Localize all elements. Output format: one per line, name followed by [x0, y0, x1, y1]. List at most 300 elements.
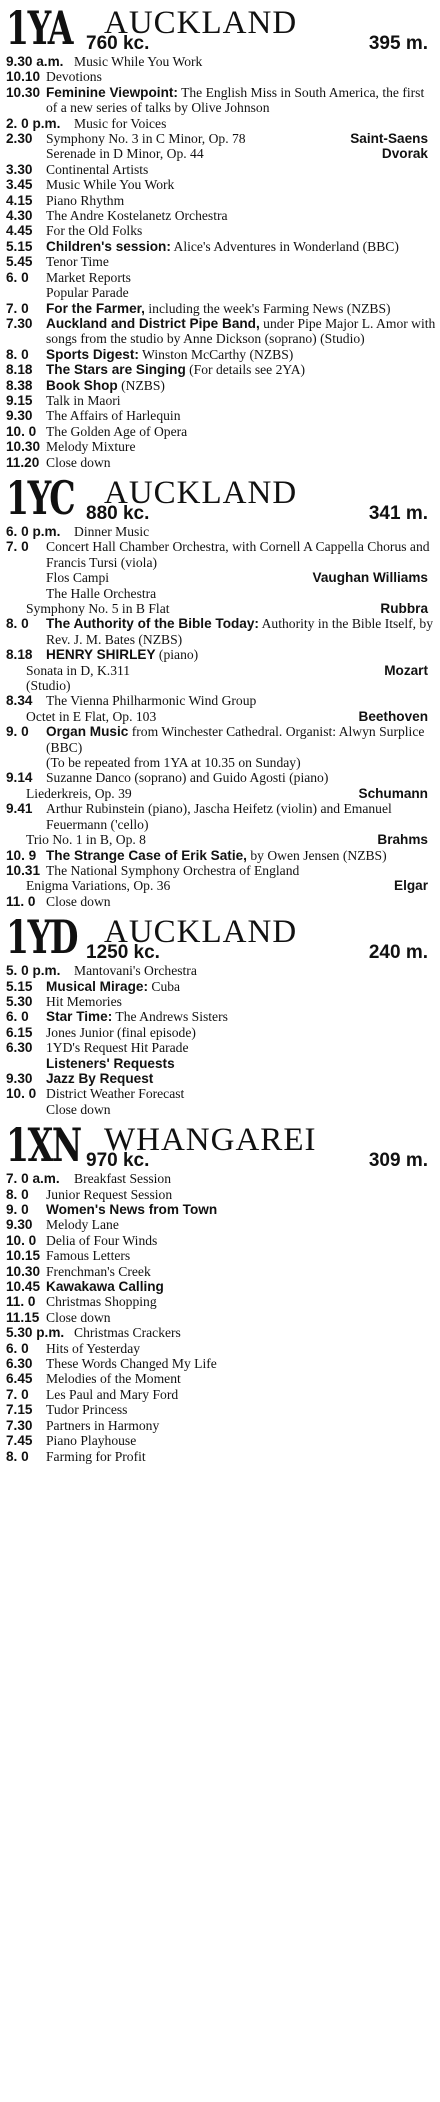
programme-description: The Andrews Sisters: [112, 1009, 228, 1025]
programme-highlight: Listeners' Requests: [46, 1055, 175, 1071]
station-header: [6, 1, 436, 55]
programme-highlight: Organ Music: [46, 724, 129, 740]
programme-description: Serenade in D Minor, Op. 44: [46, 146, 204, 162]
programme-text: [46, 539, 436, 570]
station-call-sign: 1YD: [6, 910, 78, 965]
programme-description: Popular Parade: [46, 285, 129, 301]
programme-time: 11. 0: [6, 893, 36, 909]
programme-item: [6, 1009, 436, 1024]
programme-text: [46, 848, 436, 863]
programme-time: 11.20: [6, 454, 40, 470]
programme-description: Close down: [46, 1101, 111, 1117]
programme-description: Frenchman's Creek: [46, 1263, 151, 1279]
programme-item: [6, 362, 436, 377]
programme-time: 7. 0 a.m.: [6, 1171, 60, 1187]
programme-time: 10.10: [6, 69, 41, 85]
programme-text: [46, 54, 436, 69]
programme-time: 6.30: [6, 1040, 33, 1056]
programme-time: 6.45: [6, 1371, 33, 1387]
programme-description: Mantovani's Orchestra: [74, 963, 197, 979]
programme-text: [46, 1056, 436, 1071]
programme-text: [46, 146, 436, 161]
programme-text: [46, 116, 436, 131]
programme-description: (To be repeated from 1YA at 10.35 on Sunday): [46, 755, 301, 771]
programme-text: [46, 1325, 436, 1340]
programme-item: [6, 85, 436, 116]
programme-text: [46, 1040, 436, 1055]
programme-time: 9.30: [6, 1217, 33, 1233]
programme-description: Christmas Crackers: [74, 1325, 181, 1341]
programme-highlight: Musical Mirage:: [46, 978, 148, 994]
programme-item: [6, 316, 436, 347]
programme-text: [46, 285, 436, 300]
programme-text: [46, 994, 436, 1009]
programme-item: [6, 693, 436, 708]
programme-item: [6, 177, 436, 192]
programme-time: 9. 0: [6, 1202, 29, 1217]
programme-time: 7.45: [6, 1433, 33, 1449]
programme-item: [6, 709, 436, 724]
programme-time: 11. 0: [6, 1294, 36, 1310]
programme-text: [46, 1202, 436, 1217]
programme-item: [6, 223, 436, 238]
programme-description: Farming for Profit: [46, 1448, 146, 1464]
programme-highlight: Women's News from Town: [46, 1202, 218, 1217]
programme-description: Symphony No. 5 in B Flat: [26, 601, 170, 616]
programme-item: [6, 1248, 436, 1263]
programme-description: Jones Junior (final episode): [46, 1024, 196, 1040]
programme-time: 10.45: [6, 1279, 41, 1295]
programme-description: Cuba: [147, 978, 181, 994]
programme-description: Music While You Work: [46, 177, 175, 193]
programme-description: Christmas Shopping: [46, 1294, 157, 1310]
programme-description: Tudor Princess: [46, 1402, 128, 1418]
programme-description: The Halle Orchestra: [46, 585, 157, 601]
programme-text: [46, 570, 436, 585]
programme-time: 5.30: [6, 993, 33, 1009]
programme-text: [26, 832, 436, 847]
programme-description: Authority in the Bible Itself, by Rev. J. M. Bates (NZBS): [46, 616, 434, 647]
programme-time: 6. 0: [6, 1340, 29, 1356]
programme-description: Hits of Yesterday: [46, 1340, 141, 1356]
programme-highlight: Children's session:: [46, 238, 171, 254]
programme-highlight: Star Time:: [46, 1009, 113, 1025]
programme-item: [6, 601, 436, 616]
station-block: [6, 470, 436, 909]
programme-description: Hit Memories: [46, 993, 122, 1009]
programme-text: [26, 663, 436, 678]
station-block: [6, 1118, 436, 1464]
programme-description: Market Reports: [46, 269, 131, 285]
programme-description: District Weather Forecast: [46, 1086, 185, 1102]
programme-description: Piano Rhythm: [46, 192, 125, 208]
programme-time: 6. 0 p.m.: [6, 523, 61, 539]
programme-time: 10. 0: [6, 1086, 37, 1102]
programme-description: Alice's Adventures in Wonderland (BBC): [170, 238, 399, 254]
programme-description: Tenor Time: [46, 254, 109, 270]
station-city: AUCKLAND: [104, 5, 298, 41]
station-frequency: 970 kc.: [86, 1150, 150, 1172]
programme-item: [6, 586, 436, 601]
programme-item: [6, 208, 436, 223]
programme-item: [6, 439, 436, 454]
programme-description: The Vienna Philharmonic Wind Group: [46, 693, 257, 709]
programme-text: [46, 1418, 436, 1433]
programme-description: Winston McCarthy (NZBS): [138, 346, 294, 362]
programme-text: [46, 894, 436, 909]
programme-text: [46, 1294, 436, 1309]
programme-item: [6, 378, 436, 393]
programme-item: [6, 963, 436, 978]
programme-text: [46, 378, 436, 393]
programme-composer: Brahms: [377, 832, 428, 848]
programme-item: [6, 1056, 436, 1071]
programme-time: 4.45: [6, 223, 33, 239]
programme-description: Dinner Music: [74, 523, 150, 539]
programme-time: 8. 0: [6, 1448, 29, 1464]
programme-description: Liederkreis, Op. 39: [26, 785, 132, 801]
programme-text: [46, 208, 436, 223]
programme-text: [46, 455, 436, 470]
programme-text: [46, 177, 436, 192]
programme-text: [46, 693, 436, 708]
programme-item: [6, 678, 436, 693]
programme-time: 7. 0: [6, 1386, 29, 1402]
programme-description: including the week's Farming News (NZBS): [144, 300, 391, 316]
programme-time: 9.15: [6, 392, 33, 408]
programme-composer: Mozart: [384, 662, 428, 678]
programme-item: [6, 1025, 436, 1040]
programme-text: [46, 755, 436, 770]
programme-description: (Studio): [26, 678, 71, 694]
programme-item: [6, 239, 436, 254]
programme-highlight: The Strange Case of Erik Satie,: [46, 847, 247, 863]
programme-text: [46, 223, 436, 238]
programme-item: [6, 894, 436, 909]
programme-description: Devotions: [46, 69, 102, 85]
programme-time: 7.15: [6, 1402, 33, 1418]
programme-description: Close down: [46, 893, 111, 909]
programme-time: 7.30: [6, 1417, 33, 1433]
programme-item: [6, 1102, 436, 1117]
programme-text: [46, 393, 436, 408]
programme-time: 10.30: [6, 1263, 41, 1279]
programme-item: [6, 539, 436, 570]
station-block: [6, 1, 436, 470]
programme-text: [46, 408, 436, 423]
programme-description: Breakfast Session: [74, 1171, 172, 1187]
station-frequency: 880 kc.: [86, 502, 150, 524]
programme-description: For the Old Folks: [46, 223, 143, 239]
programme-text: [46, 424, 436, 439]
programme-description: The National Symphony Orchestra of England: [46, 862, 300, 878]
programme-text: [46, 1071, 436, 1086]
programme-item: [6, 770, 436, 785]
programme-text: [46, 85, 436, 116]
programme-time: 2. 0 p.m.: [6, 115, 61, 131]
programme-highlight: For the Farmer,: [46, 300, 145, 316]
programme-time: 9.41: [6, 801, 33, 817]
programme-text: [46, 1025, 436, 1040]
programme-text: [26, 878, 436, 893]
programme-text: [46, 616, 436, 647]
programme-time: 7. 0: [6, 300, 29, 316]
programme-text: [46, 1217, 436, 1232]
programme-time: 5.30 p.m.: [6, 1325, 65, 1341]
programme-item: [6, 1371, 436, 1386]
programme-description: Famous Letters: [46, 1248, 131, 1264]
programme-description: Sonata in D, K.311: [26, 662, 131, 678]
programme-item: [6, 116, 436, 131]
programme-time: 10. 0: [6, 423, 37, 439]
programme-description: Piano Playhouse: [46, 1433, 137, 1449]
programme-description: Melodies of the Moment: [46, 1371, 181, 1387]
programme-time: 7. 0: [6, 539, 29, 555]
programme-description: Junior Request Session: [46, 1186, 173, 1202]
station-call-sign: 1XN: [6, 1118, 81, 1173]
programme-highlight: Jazz By Request: [46, 1070, 154, 1086]
programme-time: 6. 0: [6, 269, 29, 285]
programme-text: [46, 69, 436, 84]
programme-text: [46, 439, 436, 454]
programme-text: [26, 601, 436, 616]
programme-item: [6, 1356, 436, 1371]
station-city: AUCKLAND: [104, 474, 298, 511]
programme-item: [6, 616, 436, 647]
station-city: WHANGAREI: [104, 1122, 317, 1159]
programme-highlight: HENRY SHIRLEY: [46, 647, 156, 663]
programme-text: [46, 254, 436, 269]
programme-item: [6, 270, 436, 285]
programme-text: [46, 801, 436, 832]
programme-item: [6, 848, 436, 863]
station-wavelength: 395 m.: [368, 33, 428, 54]
programme-text: [46, 1187, 436, 1202]
programme-description: Arthur Rubinstein (piano), Jascha Heifetz (violin) and Emanuel Feuermann ('cello): [46, 801, 392, 832]
programme-item: [6, 146, 436, 161]
programme-time: 8. 0: [6, 346, 29, 362]
programme-text: [26, 678, 436, 693]
programme-time: 5. 0 p.m.: [6, 963, 61, 979]
programme-item: [6, 193, 436, 208]
programme-item: [6, 393, 436, 408]
programme-composer: Schumann: [358, 785, 428, 801]
programme-item: [6, 1341, 436, 1356]
programme-time: 8. 0: [6, 616, 29, 632]
programme-description: Music While You Work: [74, 54, 203, 69]
programme-description: from Winchester Cathedral. Organist: Alwyn Surplice (BBC): [46, 724, 425, 755]
programme-composer: Saint-Saens: [350, 131, 428, 147]
programme-text: [46, 1371, 436, 1386]
programme-item: [6, 162, 436, 177]
programme-time: 10.31: [6, 862, 41, 878]
programme-item: [6, 979, 436, 994]
programme-item: [6, 1071, 436, 1086]
programme-time: 5.15: [6, 978, 33, 994]
programme-description: Octet in E Flat, Op. 103: [26, 708, 157, 724]
programme-description: Flos Campi: [46, 570, 110, 586]
programme-highlight: Kawakawa Calling: [46, 1279, 164, 1295]
programme-description: by Owen Jensen (NZBS): [246, 847, 387, 863]
programme-item: [6, 1325, 436, 1340]
programme-description: Concert Hall Chamber Orchestra, with Cornell A Cappella Chorus and Francis Tursi (viola): [46, 539, 430, 570]
programme-text: [46, 1171, 436, 1186]
programme-description: Trio No. 1 in B, Op. 8: [26, 832, 146, 848]
programme-item: [6, 570, 436, 585]
programme-item: [6, 1310, 436, 1325]
programme-description: Les Paul and Mary Ford: [46, 1386, 179, 1402]
programme-item: [6, 663, 436, 678]
programme-text: [26, 786, 436, 801]
programme-time: 6. 0: [6, 1009, 29, 1025]
programme-text: [46, 1387, 436, 1402]
station-header: [6, 1118, 436, 1173]
programme-item: [6, 1264, 436, 1279]
programme-text: [46, 770, 436, 785]
radio-programme-page: [6, 1, 436, 1468]
programme-time: 10.30: [6, 439, 41, 455]
programme-text: [46, 979, 436, 994]
programme-time: 8.38: [6, 377, 33, 393]
programme-text: [26, 709, 436, 724]
programme-item: [6, 524, 436, 539]
programme-time: 8.18: [6, 362, 33, 378]
programme-description: Close down: [46, 454, 111, 470]
programme-time: 9.30: [6, 1070, 33, 1086]
programme-time: 10.30: [6, 84, 41, 100]
programme-description: The Affairs of Harlequin: [46, 408, 181, 424]
programme-item: [6, 301, 436, 316]
programme-text: [46, 1449, 436, 1464]
programme-description: Talk in Maori: [46, 392, 121, 408]
programme-description: 1YD's Request Hit Parade: [46, 1040, 189, 1056]
programme-time: 9.14: [6, 770, 33, 786]
programme-item: [6, 647, 436, 662]
programme-item: [6, 455, 436, 470]
programme-text: [46, 1279, 436, 1294]
programme-description: These Words Changed My Life: [46, 1356, 217, 1372]
programme-item: [6, 1418, 436, 1433]
programme-item: [6, 1294, 436, 1309]
programme-description: Close down: [46, 1309, 111, 1325]
programme-time: 8. 0: [6, 1186, 29, 1202]
programme-time: 9.30 a.m.: [6, 54, 64, 69]
programme-description: The Andre Kostelanetz Orchestra: [46, 208, 228, 224]
station-header: [6, 910, 436, 965]
programme-text: [46, 1264, 436, 1279]
programme-item: [6, 832, 436, 847]
programme-highlight: The Stars are Singing: [46, 362, 186, 378]
programme-composer: Dvorak: [381, 146, 428, 162]
programme-highlight: Auckland and District Pipe Band,: [46, 315, 260, 331]
programme-item: [6, 424, 436, 439]
programme-time: 2.30: [6, 131, 33, 147]
programme-item: [6, 1402, 436, 1417]
programme-description: under Pipe Major L. Amor with songs from the studio by Anne Dickson (soprano) (Studio): [46, 315, 436, 347]
programme-text: [46, 270, 436, 285]
programme-item: [6, 1217, 436, 1232]
programme-composer: Elgar: [394, 878, 428, 894]
station-wavelength: 341 m.: [368, 502, 428, 524]
programme-item: [6, 69, 436, 84]
station-wavelength: 309 m.: [368, 1150, 428, 1172]
programme-time: 10.15: [6, 1248, 41, 1264]
programme-item: [6, 1202, 436, 1217]
programme-composer: Vaughan Williams: [312, 570, 428, 586]
programme-item: [6, 724, 436, 755]
programme-description: Enigma Variations, Op. 36: [26, 878, 171, 894]
programme-item: [6, 1233, 436, 1248]
station-frequency: 760 kc.: [86, 33, 150, 54]
programme-item: [6, 347, 436, 362]
programme-text: [46, 301, 436, 316]
programme-description: Continental Artists: [46, 161, 149, 177]
programme-text: [46, 1356, 436, 1371]
programme-time: 4.30: [6, 208, 33, 224]
programme-item: [6, 1086, 436, 1101]
station-block: [6, 910, 436, 1117]
programme-description: Music for Voices: [74, 115, 167, 131]
programme-time: 9.30: [6, 408, 33, 424]
programme-time: 3.30: [6, 161, 33, 177]
programme-item: [6, 1040, 436, 1055]
programme-text: [46, 1009, 436, 1024]
programme-description: Delia of Four Winds: [46, 1232, 158, 1248]
station-call-sign: 1YC: [6, 470, 75, 525]
programme-time: 11.15: [6, 1309, 40, 1325]
programme-item: [6, 254, 436, 269]
programme-item: [6, 1449, 436, 1464]
programme-description: (piano): [155, 647, 199, 663]
programme-text: [46, 963, 436, 978]
programme-text: [46, 1102, 436, 1117]
programme-time: 9. 0: [6, 724, 29, 740]
programme-text: [46, 724, 436, 755]
programme-text: [46, 347, 436, 362]
programme-item: [6, 1387, 436, 1402]
programme-highlight: The Authority of the Bible Today:: [46, 616, 259, 632]
programme-text: [46, 1310, 436, 1325]
programme-highlight: Book Shop: [46, 377, 118, 393]
programme-text: [46, 1433, 436, 1448]
programme-item: [6, 1187, 436, 1202]
programme-description: (For details see 2YA): [185, 362, 306, 378]
programme-item: [6, 801, 436, 832]
programme-item: [6, 131, 436, 146]
programme-description: (NZBS): [117, 377, 165, 393]
programme-description: Melody Mixture: [46, 439, 136, 455]
programme-time: 5.45: [6, 254, 33, 270]
programme-time: 10. 9: [6, 847, 37, 863]
programme-composer: Rubbra: [380, 601, 428, 616]
programme-item: [6, 755, 436, 770]
programme-text: [46, 1086, 436, 1101]
programme-item: [6, 285, 436, 300]
programme-time: 3.45: [6, 177, 33, 193]
programme-time: 5.15: [6, 238, 33, 254]
programme-text: [46, 193, 436, 208]
programme-time: 6.15: [6, 1024, 33, 1040]
station-city: AUCKLAND: [104, 914, 298, 951]
programme-highlight: Sports Digest:: [46, 346, 139, 362]
programme-text: [46, 162, 436, 177]
station-wavelength: 240 m.: [368, 942, 428, 964]
programme-time: 8.34: [6, 693, 33, 709]
programme-item: [6, 1279, 436, 1294]
programme-item: [6, 994, 436, 1009]
programme-time: 7.30: [6, 315, 33, 331]
programme-composer: Beethoven: [358, 708, 428, 724]
